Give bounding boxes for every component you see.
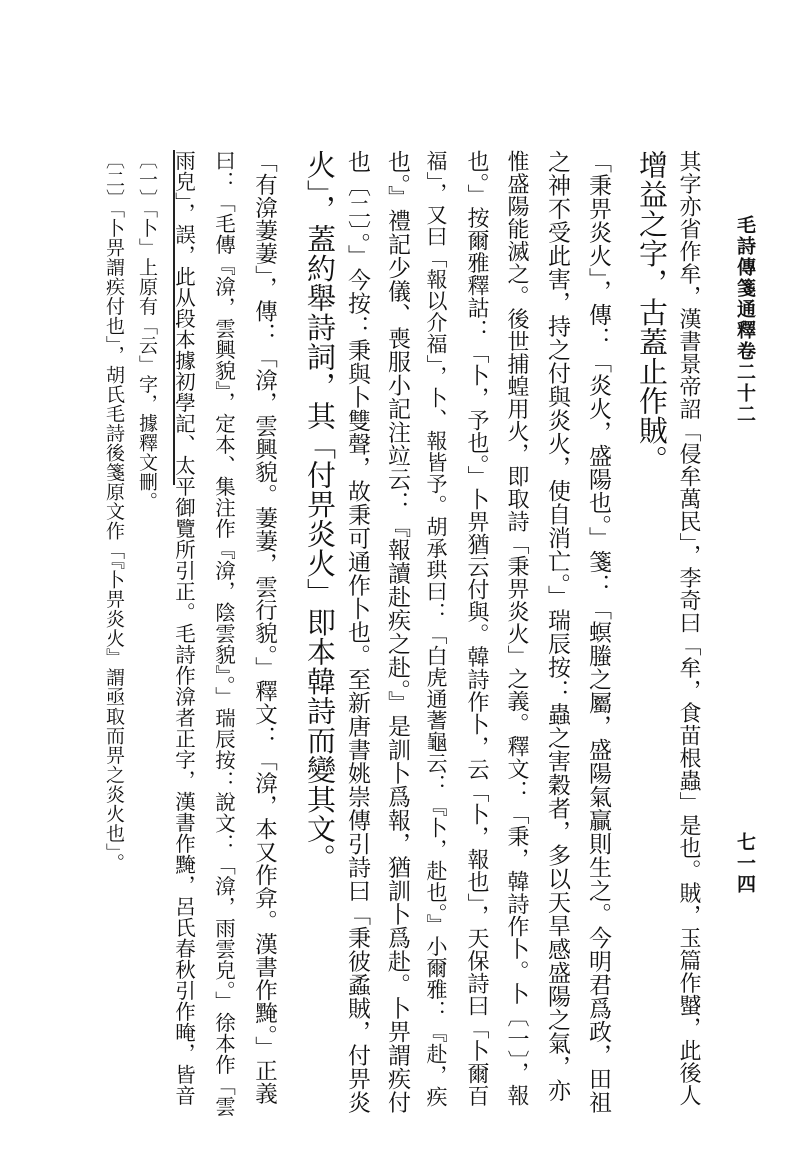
main-text-column: 也〔二〕。」今按：秉與卜雙聲，故秉可通作卜也。至新唐書姚崇傳引詩曰「秉彼蟊賊，付畀炎	[344, 150, 370, 1114]
main-text-column: 之神不受此害，持之付與炎火，使自消亡。」瑞辰按：蟲之害穀者，多以天旱感盛陽之氣，亦	[544, 150, 570, 1102]
page-number: 七一四	[734, 832, 756, 895]
footnote-divider	[173, 150, 175, 485]
main-text-column: 惟盛陽能滅之。後世捕蝗用火，即取詩「秉畀炎火」之義。釋文：「秉，韓詩作卜。卜〔一〕，報	[504, 150, 529, 1107]
footnote: 〔二〕「卜畀謂疾付也」，胡氏毛詩後箋原文作「『卜畀炎火』謂亟取而畀之炎火也」。	[103, 150, 125, 873]
main-text-column: 「秉畀炎火」，傳：「炎火，盛陽也。」箋：「螟螣之屬，盛陽氣贏則生之。今明君爲政，田祖	[585, 150, 611, 1114]
main-text-column: 也。』禮記少儀、喪服小記注竝云：『報讀赴疾之赴。』是訓卜爲報，猶訓卜爲赴。卜畀謂疾付	[384, 150, 410, 1114]
footnote: 〔一〕「卜」上原有「云」字，據釋文刪。	[136, 150, 158, 511]
main-text-column: 其字亦省作牟，漢書景帝詔「侵牟萬民」，李奇曰「牟，食苗根蟲」是也。賊，玉篇作蠈，此後人	[676, 150, 701, 1107]
main-text-column: 雨皃」，誤，此从段本據初學記、太平御覽所引正。毛詩作渰者正字，漢書作黤，呂氏春秋引作晻，皆音	[171, 150, 196, 1106]
main-text-column: 福」，又曰「報以介福」，卜、報皆予。胡承珙曰：「白虎通蓍龜云：『卜，赴也。』小爾雅：『赴，疾	[424, 150, 448, 1108]
main-text-column: 曰：「毛傳『渰，雲興貌』，定本、集注作『渰，陰雲貌』。」瑞辰按：說文：「渰，雨雲皃。」徐本作「雲	[211, 150, 236, 1117]
main-text-column: 「有渰萋萋」，傳：「渰，雲興貌。萋萋，雲行貌。」釋文：「渰，本又作弇。漢書作黤。」正義	[251, 150, 278, 1106]
main-text-column: 增益之字，古蓋止作賊。	[635, 150, 669, 475]
main-text-column: 也。」按爾雅釋詁：「卜，予也。」卜畀猶云付與。韓詩作卜，云「卜，報也」，天保詩曰「卜爾百	[464, 150, 489, 1107]
main-text-column: 火」，蓋約舉詩詞，其「付畀炎火」即本韓詩而變其文。	[303, 150, 337, 873]
running-title: 毛詩傳箋通釋卷二十二	[734, 215, 756, 425]
